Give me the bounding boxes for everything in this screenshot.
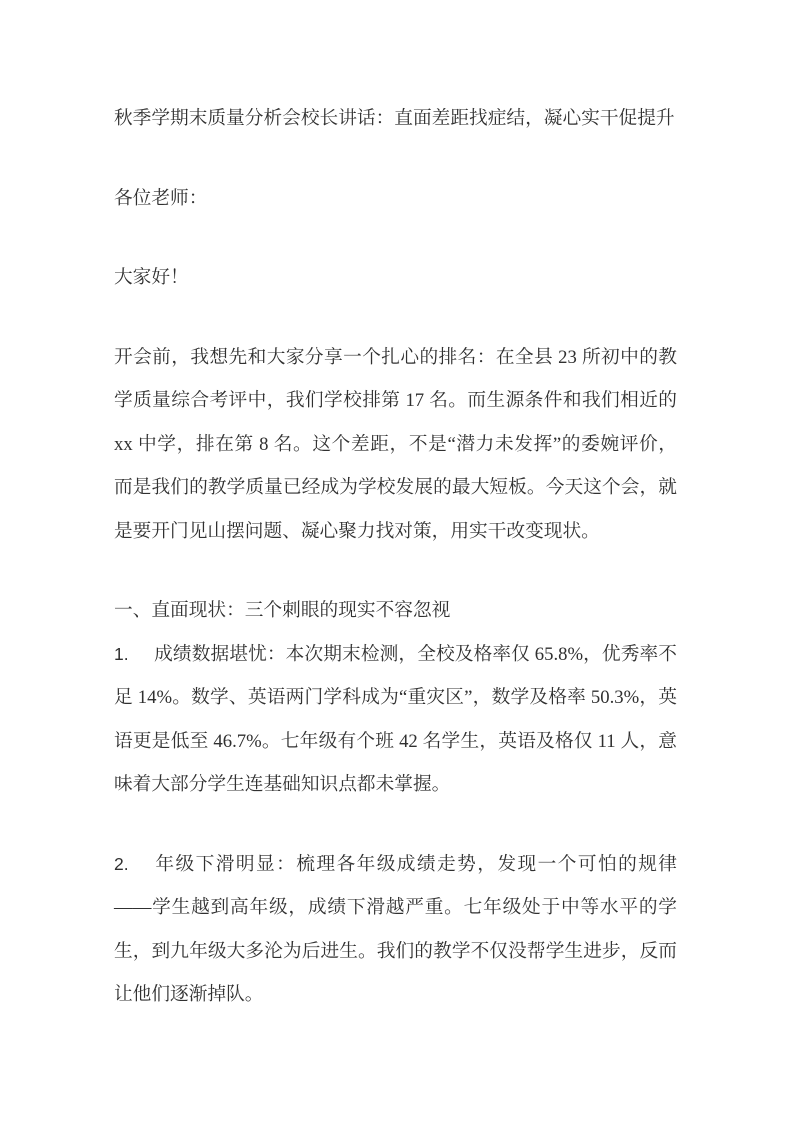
- list-item: [114, 843, 677, 1017]
- greeting: 大家好！: [114, 267, 189, 288]
- item-number: 1.: [114, 643, 129, 664]
- section-heading: 一、直面现状：三个刺眼的现实不容忽视: [114, 600, 451, 621]
- item-number: 2.: [114, 853, 129, 874]
- document-title: 秋季学期末质量分析会校长讲话：直面差距找症结，凝心实干促提升: [114, 108, 675, 129]
- list-item: [114, 633, 677, 807]
- item-text: 成绩数据堪忧：本次期末检测，全校及格率仅 65.8%，优秀率不足 14%。数学、英语两门学科成为“重灾区”，数学及格率 50.3%，英语更是低至 46.7%。七年级有个班 42 名学生，英语及格仅 11 人，意味着大部分学生连基础知识点都未掌握。: [114, 643, 677, 795]
- intro-paragraph: 开会前，我想先和大家分享一个扎心的排名：在全县 23 所初中的教学质量综合考评中，我们学校排第 17 名。而生源条件和我们相近的 xx 中学，排在第 8 名。这个差距，不是“潜力未发挥”的委婉评价，而是我们的教学质量已经成为学校发展的最大短板。今天这个会，就是要开门见山摆问题、凝心聚力找对策，用实干改变现状。: [114, 346, 677, 542]
- salutation: 各位老师：: [114, 187, 208, 209]
- item-text: 年级下滑明显：梳理各年级成绩走势，发现一个可怕的规律——学生越到高年级，成绩下滑越严重。七年级处于中等水平的学生，到九年级大多沦为后进生。我们的教学不仅没帮学生进步，反而让他们逐渐掉队。: [114, 853, 677, 1005]
